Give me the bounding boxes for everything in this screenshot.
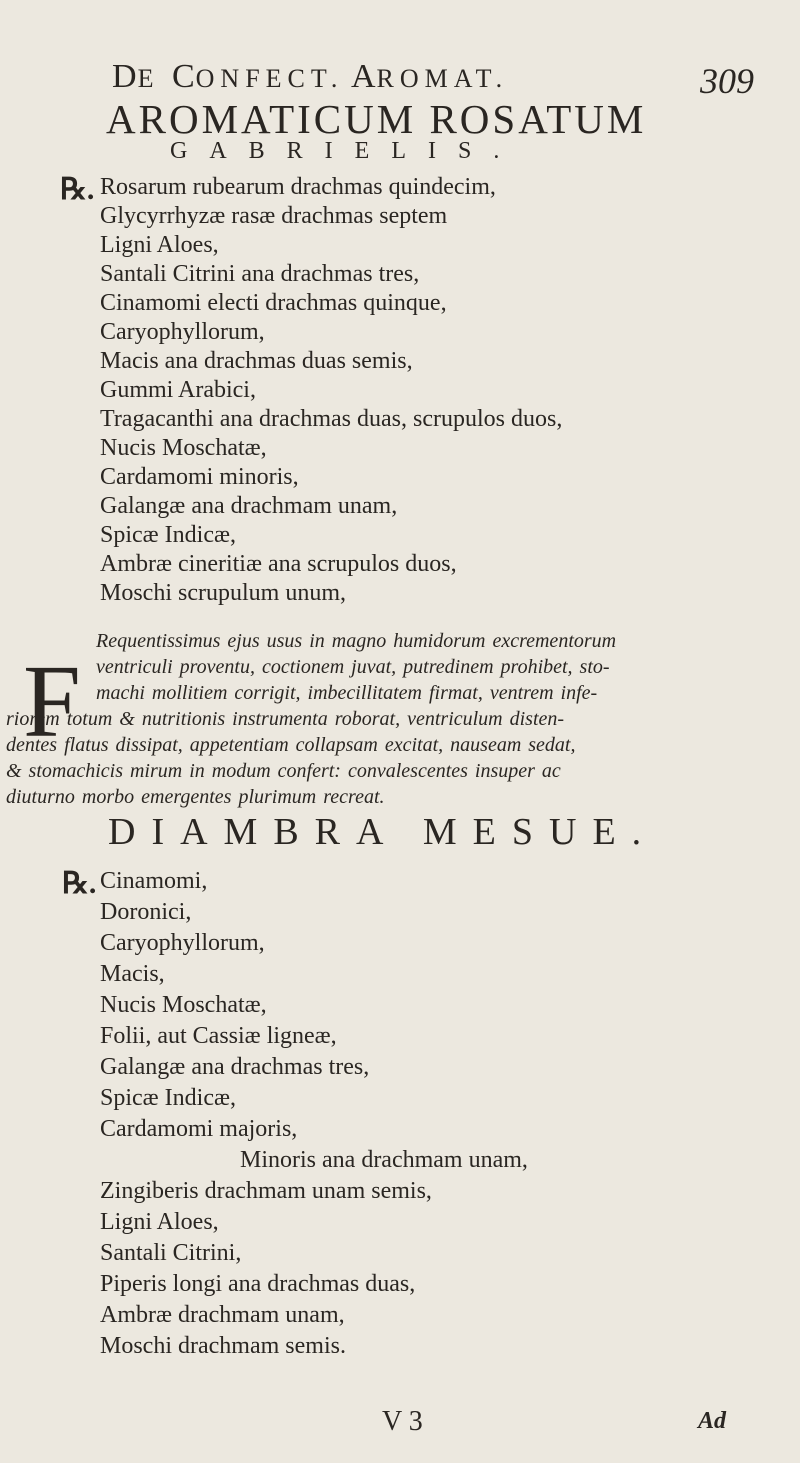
prose-line: Requentissimus ejus usus in magno humidorum excrementorum	[96, 630, 617, 652]
ingredient-line: Moschi scrupulum unum,	[100, 580, 346, 606]
ingredient-line: Piperis longi ana drachmas duas,	[100, 1271, 416, 1297]
ingredient-line: Glycyrrhyzæ rasæ drachmas septem	[100, 203, 448, 229]
page-number: 309	[700, 61, 754, 101]
recipe-subtitle: GABRIELIS.	[170, 138, 522, 164]
recipe-title: DIAMBRA MESUE.	[108, 811, 658, 853]
ingredient-line: Macis,	[100, 961, 165, 987]
ingredient-line: Galangæ ana drachmam unam,	[100, 493, 398, 519]
ingredient-line: Gummi Arabici,	[100, 377, 256, 403]
ingredient-line: Caryophyllorum,	[100, 319, 265, 345]
running-head-word: E	[137, 64, 172, 93]
ingredient-line: Nucis Moschatæ,	[100, 992, 267, 1018]
prose-line: diuturno morbo emergentes plurimum recreat.	[6, 786, 385, 808]
running-head-word: ONFECT.	[195, 64, 344, 93]
ingredient-line: Cardamomi minoris,	[100, 464, 299, 490]
prose-line: machi mollitiem corrigit, imbecillitatem firmat, ventrem infe-	[96, 682, 598, 704]
ingredient-line: Zingiberis drachmam unam semis,	[100, 1178, 432, 1204]
running-head	[112, 58, 508, 96]
ingredient-line: Galangæ ana drachmas tres,	[100, 1054, 370, 1080]
ingredient-line: Doronici,	[100, 899, 192, 925]
ingredient-line: Moschi drachmam semis.	[100, 1333, 346, 1359]
running-head-initial: A	[350, 58, 377, 95]
prose-line: & stomachicis mirum in modum confert: convalescentes insuper ac	[6, 760, 561, 782]
catchword: Ad	[698, 1408, 727, 1434]
ingredient-line: Cardamomi majoris,	[100, 1116, 298, 1142]
running-head-word: ROMAT.	[376, 64, 509, 93]
ingredient-line: Ligni Aloes,	[100, 1209, 219, 1235]
ingredient-line: Cinamomi electi drachmas quinque,	[100, 290, 447, 316]
ingredient-line: Santali Citrini ana drachmas tres,	[100, 261, 420, 287]
ingredient-line: Santali Citrini,	[100, 1240, 242, 1266]
prose-line: ventriculi proventu, coctionem juvat, putredinem prohibet, sto-	[96, 656, 610, 678]
ingredient-line: Ambræ drachmam unam,	[100, 1302, 345, 1328]
recipe-title: AROMATICUM ROSATUM	[106, 96, 647, 142]
ingredient-line: Folii, aut Cassiæ ligneæ,	[100, 1023, 337, 1049]
recipe-symbol: ℞.	[60, 173, 95, 206]
ingredient-line: Ambræ cineritiæ ana scrupulos duos,	[100, 551, 457, 577]
ingredient-line: Ligni Aloes,	[100, 232, 219, 258]
ingredient-line: Nucis Moschatæ,	[100, 435, 267, 461]
ingredient-line: Spicæ Indicæ,	[100, 1085, 236, 1111]
recipe-symbol: ℞.	[62, 867, 97, 900]
ingredient-line: Spicæ Indicæ,	[100, 522, 236, 548]
signature-mark: V 3	[382, 1406, 423, 1437]
ingredient-line: Minoris ana drachmam unam,	[240, 1147, 528, 1173]
ingredient-line: Rosarum rubearum drachmas quindecim,	[100, 174, 496, 200]
ingredient-line: Macis ana drachmas duas semis,	[100, 348, 413, 374]
running-head-initial: D	[112, 58, 138, 95]
drop-cap: F	[23, 644, 81, 759]
prose-line: dentes flatus dissipat, appetentiam collapsam excitat, nauseam sedat,	[6, 734, 576, 756]
prose-line: riorem totum & nutritionis instrumenta roborat, ventriculum disten-	[6, 708, 565, 730]
ingredient-line: Cinamomi,	[100, 868, 208, 894]
ingredient-line: Tragacanthi ana drachmas duas, scrupulos duos,	[100, 406, 563, 432]
ingredient-line: Caryophyllorum,	[100, 930, 265, 956]
running-head-initial: C	[171, 58, 196, 95]
